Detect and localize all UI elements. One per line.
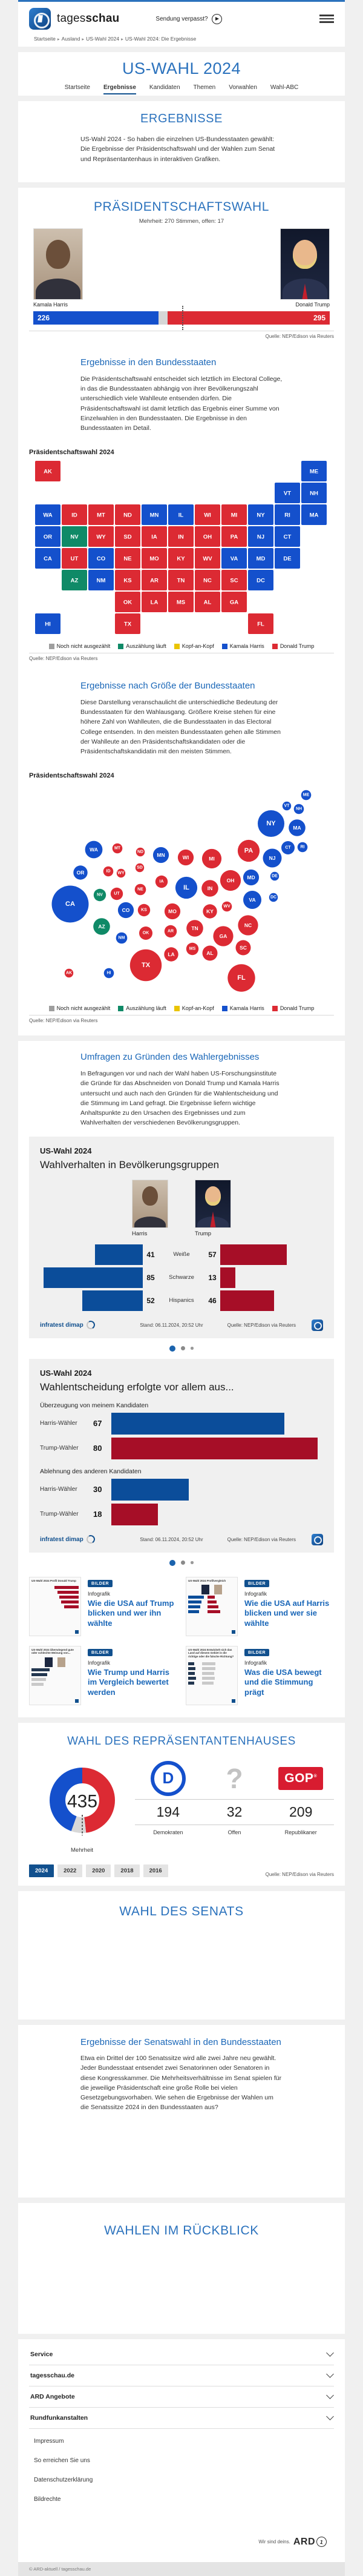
svg-text:MD: MD (256, 555, 266, 563)
map-chart-label: Präsidentschaftswahl 2024 (29, 449, 114, 457)
legend-swatch (174, 1006, 180, 1011)
demographics-row: 52 Hispanics 46 (40, 1290, 323, 1311)
breadcrumb-item[interactable]: US-Wahl 2024 (86, 36, 120, 42)
tab-ergebnisse[interactable]: Ergebnisse (103, 84, 136, 94)
legend-swatch (118, 644, 123, 649)
gop-seats-value: 209 (267, 1799, 334, 1825)
legend-item: Kopf-an-Kopf (174, 1005, 214, 1011)
svg-text:NE: NE (137, 887, 143, 892)
card-wahlentscheidung (29, 1359, 334, 1553)
card1-stand: Stand: 06.11.2024, 20:52 Uhr (140, 1322, 203, 1328)
teaser-thumbnail: US-Wahl 2024 Profil Donald Trump (29, 1577, 81, 1636)
svg-text:LA: LA (168, 951, 175, 958)
svg-text:AL: AL (203, 599, 212, 606)
svg-text:CA: CA (65, 900, 75, 908)
house-donut-chart (29, 1758, 135, 1854)
bilder-badge: BILDER (88, 1580, 113, 1587)
svg-text:IL: IL (178, 512, 184, 519)
legend-swatch (49, 1006, 54, 1011)
svg-text:OK: OK (142, 931, 149, 936)
us-tile-map[interactable] (18, 461, 345, 637)
majority-note: Mehrheit: 270 Stimmen, offen: 17 (139, 218, 224, 225)
teaser-thumbnail: US-Wahl 2024 Profilvergleich (186, 1577, 238, 1636)
section-ergebnisse (18, 101, 345, 182)
legend-item: Auszählung läuft (118, 643, 166, 649)
map-source-note: Quelle: NEP/Edison via Reuters (29, 653, 334, 670)
decision-bar-chart: Überzeugung von meinem Kandidaten Harris-Wähler 67 Trump-Wähler 80 Ablehnung des anderen Kandidaten Harris-Wähler 30 Trump-Wähler 18 (40, 1402, 323, 1525)
svg-text:IA: IA (159, 879, 164, 884)
umfragen-heading: Umfragen zu Gründen des Wahlergebnisses (80, 1052, 260, 1063)
section-praesidentschaftswahl (18, 188, 345, 1035)
svg-text:MN: MN (149, 512, 159, 519)
svg-text:IA: IA (151, 533, 157, 541)
legend-item: Donald Trump (272, 1005, 315, 1011)
svg-text:LA: LA (150, 599, 159, 606)
svg-text:CO: CO (96, 555, 106, 563)
teaser-link[interactable]: US-Wahl 2024 Profil Donald Trump BILDER Infografik Wie die USA auf Trump blicken und wer ihn wählte (29, 1577, 177, 1636)
svg-text:DC: DC (270, 895, 277, 900)
svg-text:NM: NM (96, 577, 106, 584)
svg-text:NV: NV (97, 893, 103, 897)
svg-text:ME: ME (309, 468, 319, 475)
svg-text:SD: SD (137, 865, 143, 870)
trump-name-label: Donald Trump (295, 302, 330, 308)
donald-trump-photo (280, 228, 330, 300)
states-section-text: Die Präsidentschaftswahl entscheidet sich letztlich im Electoral College, in das die Bundesstaaten abhängig von ihrer Bevölkerungszahl unterschiedlich viele Wahlleute entsenden dürfen. Die Präsidentschaftswahl ist damit letztlich das Ergebnis einer Summe von Einzelwahlen in den Bundesstaaten. Die Ergebnisse in den Bundesstaaten im Detail. (80, 375, 283, 432)
legend-swatch (222, 644, 227, 649)
harris-votes-bar: 226 (33, 311, 159, 325)
svg-text:RI: RI (284, 512, 290, 519)
svg-text:DE: DE (283, 555, 292, 563)
electoral-vote-bar (33, 311, 330, 325)
svg-text:TX: TX (141, 962, 151, 969)
house-dem-stat (135, 1763, 201, 1835)
card1-kicker: US-Wahl 2024 (40, 1146, 92, 1155)
site-footer (18, 2339, 345, 2576)
footer-link[interactable]: Datenschutzerklärung (34, 2476, 93, 2483)
svg-text:NM: NM (118, 936, 125, 940)
footer-accordion-rundfunkanstalten[interactable]: Rundfunkanstalten (29, 2408, 334, 2429)
open-seats-value: 32 (201, 1799, 268, 1825)
svg-text:MT: MT (114, 846, 121, 851)
svg-text:VA: VA (230, 555, 238, 563)
decision-bar (111, 1413, 284, 1435)
teaser-title[interactable]: Wie Trump und Harris im Vergleich bewertet werden (88, 1667, 169, 1697)
kamala-harris-photo (33, 228, 83, 300)
bubble-chart-label: Präsidentschaftswahl 2024 (29, 772, 114, 780)
svg-text:ID: ID (71, 512, 77, 519)
legend-item: Kopf-an-Kopf (174, 643, 214, 649)
svg-text:AL: AL (206, 950, 214, 957)
carousel-dot-2[interactable] (181, 1346, 185, 1350)
svg-text:WY: WY (96, 533, 106, 541)
senate-results-heading: Ergebnisse der Senatswahl in den Bundesstaaten (80, 2036, 281, 2047)
svg-text:SD: SD (123, 533, 132, 541)
senate-heading: WAHL DES SENATS (119, 1904, 244, 1918)
svg-text:AK: AK (44, 468, 52, 475)
svg-text:UT: UT (114, 891, 120, 896)
trump-thumb-label: Trump (195, 1230, 212, 1237)
bilder-badge: BILDER (244, 1649, 269, 1656)
teaser-link[interactable]: US-Wahl 2024 Entwickelt sich das Land auf diesem Gebiet in die richtige oder die falsche Richtung? BILDER Infografik Was die USA bewegt und die Stimmung prägt (186, 1646, 334, 1705)
sendung-verpasst-label: Sendung verpasst? (155, 15, 208, 22)
house-heading: WAHL DES REPRÄSENTANTENHAUSES (67, 1734, 296, 1748)
svg-text:VA: VA (249, 897, 256, 903)
teaser-link[interactable]: US-Wahl 2024 Überwiegend gute oder schlechte Meinung von... BILDER Infografik Wie Trump und Harris im Vergleich bewertet werden (29, 1646, 177, 1705)
svg-text:ME: ME (302, 793, 310, 798)
decision-row: Harris-Wähler 30 (40, 1479, 323, 1501)
harris-thumb-photo (132, 1180, 168, 1228)
teaser-thumbnail: US-Wahl 2024 Überwiegend gute oder schlechte Meinung von... (29, 1646, 81, 1705)
svg-text:WA: WA (43, 512, 53, 519)
legend-item: Kamala Harris (222, 643, 264, 649)
source-note: Quelle: NEP/Edison via Reuters (29, 331, 334, 348)
svg-text:NC: NC (244, 922, 252, 929)
ergebnisse-intro-text: US-Wahl 2024 - So haben die einzelnen US-Bundesstaaten gewählt: Die Ergebnisse der Präsidentschaftswahl und der Wahlen zum Senat und Repräsentantenhaus in interaktiven Grafiken. (80, 136, 275, 163)
infratest-dimap-logo: infratest dimap (40, 1535, 95, 1544)
legend-swatch (222, 1006, 227, 1011)
svg-text:ND: ND (137, 850, 144, 854)
tab-kandidaten[interactable]: Kandidaten (149, 84, 180, 91)
tab-startseite[interactable]: Startseite (64, 84, 90, 91)
svg-text:NJ: NJ (257, 533, 265, 541)
rueckblick-heading: WAHLEN IM RÜCKBLICK (104, 2223, 259, 2237)
legend-item: Noch nicht ausgezählt (49, 643, 111, 649)
teaser-thumbnail: US-Wahl 2024 Entwickelt sich das Land auf diesem Gebiet in die richtige oder die falsche Richtung? (186, 1646, 238, 1705)
bubble-legend (18, 1005, 345, 1011)
site-header (18, 0, 345, 47)
svg-text:AZ: AZ (98, 923, 105, 930)
open-votes-bar (159, 311, 168, 325)
card2-kicker: US-Wahl 2024 (40, 1368, 92, 1378)
svg-text:WV: WV (223, 904, 231, 909)
legend-swatch (272, 644, 278, 649)
teaser-title[interactable]: Wie die USA auf Harris blicken und wer sie wählte (244, 1598, 330, 1628)
copyright-bar: © ARD-aktuell / tagesschau.de (18, 2562, 345, 2576)
svg-text:NE: NE (123, 555, 132, 563)
carousel-dot-1[interactable] (169, 1346, 175, 1352)
year-button-2024[interactable]: 2024 (29, 1864, 54, 1877)
demographics-bar-chart (40, 1244, 323, 1311)
svg-text:DC: DC (257, 577, 265, 584)
svg-text:PA: PA (244, 847, 253, 855)
teaser-title[interactable]: Wie die USA auf Trump blicken und wer ihn wählte (88, 1598, 174, 1628)
legend-swatch (272, 1006, 278, 1011)
svg-text:WY: WY (117, 871, 125, 876)
svg-text:ND: ND (123, 512, 132, 519)
svg-text:ID: ID (106, 869, 111, 874)
svg-text:GA: GA (229, 599, 239, 606)
card2-title: Wahlentscheidung erfolgte vor allem aus... (40, 1381, 234, 1393)
svg-text:DE: DE (272, 874, 278, 879)
svg-text:MA: MA (309, 512, 319, 519)
open-seats-label: Offen (227, 1829, 241, 1835)
footer-link[interactable]: So erreichen Sie uns (34, 2457, 90, 2464)
play-icon[interactable] (212, 14, 222, 24)
svg-text:IN: IN (207, 885, 213, 892)
legend-item: Kamala Harris (222, 1005, 264, 1011)
states-section-heading: Ergebnisse in den Bundesstaaten (80, 357, 217, 368)
svg-text:IN: IN (178, 533, 184, 541)
trump-thumb-photo (195, 1180, 231, 1228)
umfragen-text: In Befragungen vor und nach der Wahl haben US-Forschungsinstitute die Gründe für das Abschneiden von Donald Trump und Kamala Harris untersucht und auch nach den Gründen für die Wahlentscheidung und die Stimmung im Land gefragt. Die Ergebnisse liefern wichtige Anhaltspunkte zu den Ursachen des Ergebnisses und zum Wahlverhalten der verschiedenen Bevölkerungsgruppen. (80, 1069, 280, 1127)
footer-link[interactable]: Impressum (34, 2437, 64, 2445)
svg-text:WA: WA (90, 847, 98, 853)
svg-text:AR: AR (150, 577, 159, 584)
footer-accordion-service[interactable]: Service (29, 2344, 334, 2365)
ard-one-icon: 1 (316, 2536, 328, 2548)
svg-text:WI: WI (204, 512, 211, 519)
svg-text:UT: UT (70, 555, 79, 563)
tagesschau-logo-link[interactable] (29, 8, 119, 30)
card1-source: Quelle: NEP/Edison via Reuters (227, 1322, 296, 1328)
trump-bar (220, 1244, 287, 1265)
legend-item: Donald Trump (272, 643, 315, 649)
svg-text:MD: MD (247, 874, 255, 881)
svg-text:NV: NV (70, 533, 79, 541)
carousel-dot-3[interactable] (191, 1347, 194, 1350)
majority-marker (182, 306, 183, 330)
svg-text:HI: HI (106, 971, 111, 976)
svg-text:MO: MO (149, 555, 159, 563)
carousel-dots (18, 1338, 345, 1359)
demographics-row: 41 Weiße 57 (40, 1244, 323, 1265)
ard-footer-logo: ARD (293, 2536, 315, 2547)
svg-text:NH: NH (295, 807, 302, 811)
svg-text:OR: OR (76, 870, 85, 876)
bubble-section-text: Diese Darstellung veranschaulicht die unterschiedliche Bedeutung der Bundesstaaten für den Wahlausgang. Größere Kreise stehen für eine höhere Zahl von Wahlleuten, die die Bundesstaaten in das Electoral College entsenden. In den meisten Bundesstaaten gehen alle Stimmen der Wahlleute an den Präsidentschaftskandidaten oder die Präsidentschaftskandidatin mit den meisten Stimmen. (80, 698, 281, 756)
svg-text:PA: PA (230, 533, 238, 541)
praesident-heading: PRÄSIDENTSCHAFTSWAHL (93, 200, 270, 214)
tab-wahl-abc[interactable]: Wahl-ABC (270, 84, 299, 91)
svg-text:WV: WV (203, 555, 212, 563)
svg-text:AR: AR (167, 929, 174, 934)
svg-text:TX: TX (123, 621, 132, 628)
title-box (18, 52, 345, 96)
svg-text:TN: TN (191, 925, 198, 932)
bubble-section-heading: Ergebnisse nach Größe der Bundesstaaten (80, 681, 255, 692)
year-button-2022[interactable]: 2022 (57, 1864, 82, 1877)
chevron-down-icon (326, 2391, 334, 2399)
harris-name-label: Kamala Harris (33, 302, 68, 308)
sendung-verpasst-link[interactable] (155, 14, 221, 24)
section-umfragen (18, 1041, 345, 1717)
ergebnisse-heading: ERGEBNISSE (140, 112, 223, 125)
svg-text:GA: GA (219, 933, 227, 940)
bilder-badge: BILDER (88, 1649, 113, 1656)
trump-votes-bar: 295 (168, 311, 330, 325)
svg-text:NY: NY (257, 512, 265, 519)
carousel-dot-2[interactable] (181, 1560, 185, 1565)
decision-bar (111, 1504, 158, 1525)
chevron-down-icon (326, 2370, 334, 2378)
svg-text:NJ: NJ (269, 855, 276, 862)
footer-accordion-ardangebote[interactable]: ARD Angebote (29, 2386, 334, 2408)
svg-text:AK: AK (65, 971, 73, 976)
svg-text:NY: NY (266, 820, 276, 828)
svg-text:OK: OK (123, 599, 132, 606)
svg-text:VT: VT (283, 490, 292, 497)
house-open-stat (201, 1763, 268, 1835)
carousel-dot-1[interactable] (169, 1560, 175, 1566)
card1-title: Wahlverhalten in Bevölkerungsgruppen (40, 1158, 220, 1171)
harris-bar (95, 1244, 143, 1265)
svg-text:VT: VT (284, 804, 290, 808)
democrats-logo-icon: D (151, 1761, 186, 1796)
tab-bar (18, 84, 345, 96)
breadcrumb: Startseite ▸ Ausland ▸ US-Wahl 2024 ▸ US-Wahl 2024: Die Ergebnisse (34, 36, 197, 42)
svg-text:OH: OH (226, 877, 235, 884)
decision-row: Trump-Wähler 80 (40, 1438, 323, 1459)
svg-text:MS: MS (189, 946, 196, 951)
ard-claim: Wir sind deins. (258, 2539, 290, 2545)
svg-text:KY: KY (206, 908, 214, 915)
card-wahlverhalten (29, 1137, 334, 1338)
trump-bar (220, 1290, 274, 1311)
svg-text:IL: IL (183, 884, 189, 892)
brand-wordmark: tagesschau (57, 12, 120, 25)
tab-vorwahlen[interactable]: Vorwahlen (229, 84, 257, 91)
breadcrumb-item[interactable]: US-Wahl 2024: Die Ergebnisse (125, 36, 197, 42)
demographics-row: 85 Schwarze 13 (40, 1267, 323, 1288)
svg-text:FL: FL (237, 974, 246, 982)
svg-text:KS: KS (141, 908, 147, 913)
svg-text:SC: SC (230, 577, 238, 584)
senate-results-text: Etwa ein Drittel der 100 Senatssitze wird alle zwei Jahre neu gewählt. Jeder Bundesstaat entsendet zwei Senatorinnen oder Senatoren in diese Kongresskammer. Die Mehrheitsverhältnisse im Senat spielen für die jeweilige Präsidentschaft eine große Rolle bei vielen Gesetzgebungsvorhaben. Wie sehen die Ergebnisse der Wahlen um die Senatssitze 2024 in den Bundesstaaten aus? (80, 2055, 282, 2112)
svg-text:MS: MS (176, 599, 186, 606)
carousel-dot-3[interactable] (191, 1561, 194, 1564)
svg-text:MO: MO (168, 908, 177, 915)
map-legend (18, 643, 345, 649)
svg-text:RI: RI (300, 845, 305, 850)
ard-logo-icon (312, 1534, 323, 1545)
svg-text:CA: CA (44, 555, 52, 563)
year-button-2020[interactable]: 2020 (86, 1864, 111, 1877)
house-majority-label: Mehrheit (71, 1846, 93, 1854)
svg-text:WI: WI (182, 854, 189, 861)
tagesschau-logo-icon (29, 8, 51, 30)
svg-text:OH: OH (203, 533, 212, 541)
decision-bar (111, 1479, 189, 1501)
section-rueckblick (18, 2203, 345, 2334)
dem-seats-label: Demokraten (153, 1829, 183, 1835)
question-mark-icon: ? (226, 1762, 243, 1794)
year-button-2018[interactable]: 2018 (114, 1864, 139, 1877)
svg-text:NC: NC (203, 577, 212, 584)
section-senatswahl-ergebnisse (18, 2025, 345, 2198)
card2-stand: Stand: 06.11.2024, 20:52 Uhr (140, 1536, 203, 1542)
tab-themen[interactable]: Themen (193, 84, 216, 91)
svg-text:AZ: AZ (70, 577, 79, 584)
legend-swatch (118, 1006, 123, 1011)
house-gop-stat (267, 1763, 334, 1835)
card2-source: Quelle: NEP/Edison via Reuters (227, 1536, 296, 1542)
section-senat (18, 1891, 345, 2020)
svg-text:TN: TN (177, 577, 185, 584)
legend-swatch (49, 644, 54, 649)
chevron-down-icon (326, 2349, 334, 2357)
svg-text:NH: NH (310, 490, 318, 497)
teaser-grid (29, 1577, 334, 1715)
us-bubble-map[interactable] (18, 784, 345, 999)
harris-bar (82, 1290, 143, 1311)
year-button-2016[interactable]: 2016 (143, 1864, 168, 1877)
gop-seats-label: Republikaner (284, 1829, 317, 1835)
harris-thumb-label: Harris (132, 1230, 148, 1237)
decision-row: Harris-Wähler 67 (40, 1413, 323, 1435)
bilder-badge: BILDER (244, 1580, 269, 1587)
svg-text:KS: KS (123, 577, 132, 584)
infratest-dimap-logo: infratest dimap (40, 1321, 95, 1329)
bubble-source-note: Quelle: NEP/Edison via Reuters (29, 1015, 334, 1035)
teaser-title[interactable]: Was die USA bewegt und die Stimmung prägt (244, 1667, 322, 1697)
decision-row: Trump-Wähler 18 (40, 1504, 323, 1525)
breadcrumb-item[interactable]: Ausland (61, 36, 80, 42)
svg-text:HI: HI (45, 621, 51, 628)
legend-swatch (174, 644, 180, 649)
footer-accordion-tagesschaude[interactable]: tagesschau.de (29, 2365, 334, 2386)
house-source-note: Quelle: NEP/Edison via Reuters (265, 1871, 334, 1877)
legend-item: Auszählung läuft (118, 1005, 166, 1011)
breadcrumb-item[interactable]: Startseite (34, 36, 56, 42)
dem-seats-value: 194 (135, 1799, 201, 1825)
svg-text:FL: FL (257, 621, 264, 628)
svg-text:OR: OR (43, 533, 53, 541)
svg-text:MI: MI (209, 856, 215, 862)
chevron-down-icon (326, 2413, 334, 2420)
svg-text:KY: KY (177, 555, 185, 563)
svg-text:SC: SC (240, 945, 247, 951)
gop-logo-icon: GOP® (278, 1767, 323, 1790)
svg-text:CT: CT (285, 845, 291, 850)
svg-text:CT: CT (283, 533, 292, 541)
teaser-link[interactable]: US-Wahl 2024 Profilvergleich BILDER Infografik Wie die USA auf Harris blicken und wer sie wählte (186, 1577, 334, 1636)
page-title: US-WAHL 2024 (122, 59, 241, 78)
trump-bar (220, 1267, 235, 1288)
svg-text:CO: CO (122, 907, 130, 914)
section-repraesentantenhaus (18, 1723, 345, 1886)
legend-item: Noch nicht ausgezählt (49, 1005, 111, 1011)
decision-bar (111, 1438, 318, 1459)
harris-bar (44, 1267, 143, 1288)
svg-text:MT: MT (97, 512, 105, 519)
svg-text:MN: MN (157, 852, 165, 859)
footer-link[interactable]: Bildrechte (34, 2495, 61, 2503)
svg-text:MI: MI (231, 512, 238, 519)
hamburger-menu-icon[interactable] (319, 13, 334, 25)
svg-text:MA: MA (293, 825, 301, 831)
ard-logo-icon (312, 1319, 323, 1331)
svg-text:435: 435 (67, 1791, 97, 1812)
carousel-dots (18, 1553, 345, 1573)
